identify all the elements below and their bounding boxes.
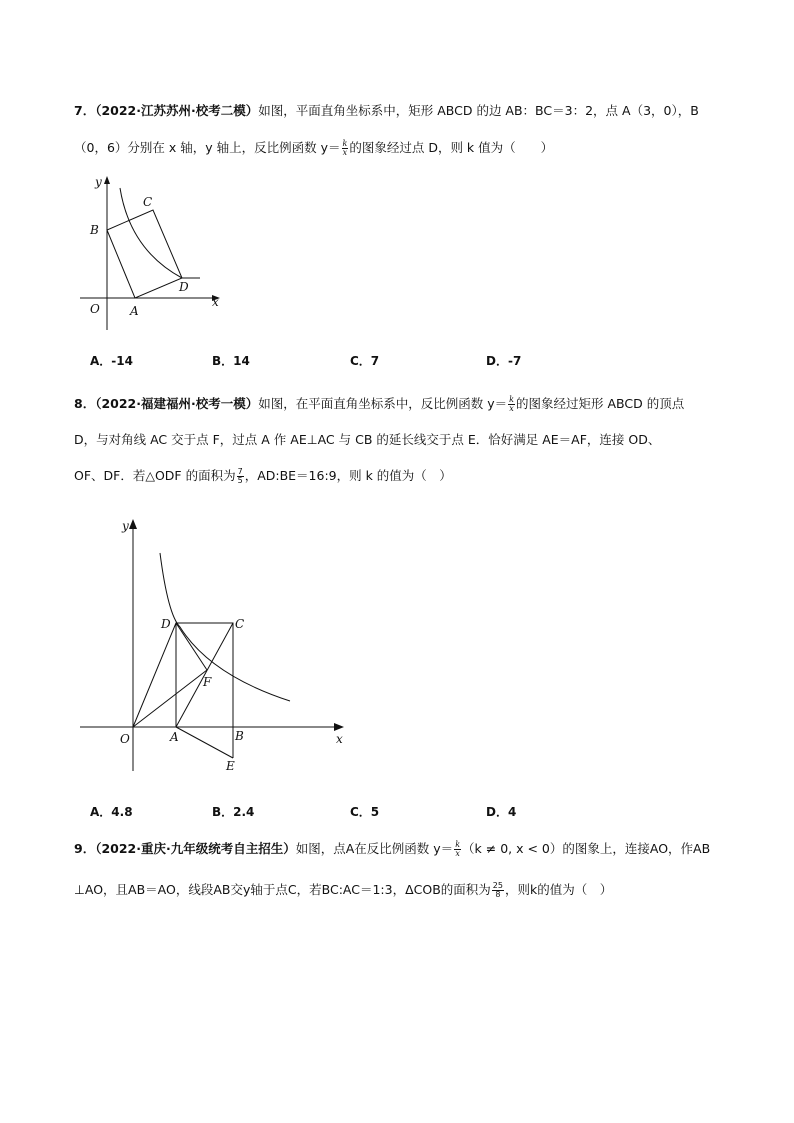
q8-source: （2022·福建福州·校考一模） (95, 396, 259, 411)
q7-label-y: y (95, 175, 102, 189)
q7-text-2b: 的图象经过点 D，则 k 值为（ ） (349, 140, 554, 155)
q7-text-2a: （0，6）分别在 x 轴，y 轴上，反比例函数 y＝ (74, 140, 341, 155)
q8-text-1b: 的图象经过矩形 ABCD 的顶点 (515, 396, 685, 411)
q8-fraction-1 (508, 396, 515, 413)
q8-segment-of (133, 670, 207, 727)
q8-segment-df (176, 623, 207, 670)
q7-choice-a[interactable]: A．-14 (90, 354, 133, 368)
q9-line2 (74, 881, 612, 899)
q7-line1 (74, 102, 699, 120)
q8-number: 8． (74, 396, 96, 411)
q8-frac2-den: 5 (237, 476, 243, 485)
q8-frac2-num: 7 (237, 467, 243, 476)
q8-x-arrow (334, 723, 344, 731)
q7-text-1: 如图，平面直角坐标系中，矩形 ABCD 的边 AB：BC＝3：2，点 A（3，0），B (258, 103, 699, 118)
q8-frac1-den: x (509, 404, 514, 413)
q7-choice-d[interactable]: D．-7 (486, 354, 522, 368)
q8-text-2: D，与对角线 AC 交于点 F，过点 A 作 AE⊥AC 与 CB 的延长线交于点 E．恰好满足 AE＝AF，连接 OD、 (74, 432, 661, 447)
q7-label-x: x (212, 295, 219, 309)
q8-choice-a[interactable]: A．4.8 (90, 805, 133, 819)
q8-label-a: A (170, 730, 179, 744)
q7-frac-den: x (342, 148, 348, 157)
q8-label-o: O (120, 732, 130, 746)
q9-frac1-num: k (455, 840, 461, 849)
q8-figure (80, 515, 350, 775)
q8-text-3b: ，AD:BE＝16:9，则 k 的值为（ ） (244, 468, 452, 483)
q8-line3 (74, 467, 452, 485)
q7-label-b: B (90, 223, 99, 237)
q8-label-c: C (235, 617, 245, 631)
q7-source: （2022·江苏苏州·校考二模） (95, 103, 259, 118)
q8-frac1-num: k (509, 395, 514, 404)
q8-label-b: B (235, 729, 244, 743)
q7-label-d: D (179, 280, 189, 294)
q8-choice-b[interactable]: B．2.4 (212, 805, 255, 819)
q7-frac-num: k (342, 139, 348, 148)
q9-fraction-1 (454, 841, 461, 858)
q8-y-arrow (129, 519, 137, 529)
q8-label-d: D (161, 617, 171, 631)
q7-choice-b[interactable]: B．14 (212, 354, 250, 368)
q9-text-1a: 如图，点A在反比例函数 y＝ (295, 841, 454, 856)
q8-hyperbola (160, 553, 290, 701)
q7-figure (80, 170, 230, 335)
q7-label-c: C (143, 195, 153, 209)
q8-label-f: F (203, 675, 212, 689)
q8-line2 (74, 431, 660, 449)
q8-label-x: x (336, 732, 343, 746)
q8-text-3a: OF、DF．若△ODF 的面积为 (74, 468, 236, 483)
q7-choice-c[interactable]: C．7 (350, 354, 380, 368)
q8-line1 (74, 395, 684, 413)
q7-label-o: O (90, 302, 100, 316)
q8-choice-c[interactable]: C．5 (350, 805, 380, 819)
q8-label-y: y (122, 519, 129, 533)
q9-source: （2022·重庆·九年级统考自主招生） (95, 841, 296, 856)
q8-choice-d[interactable]: D．4 (486, 805, 517, 819)
q7-line2 (74, 139, 553, 157)
q8-segment-ae (176, 727, 233, 758)
q9-frac2-den: 8 (495, 890, 501, 899)
q9-line1 (74, 840, 710, 858)
q8-segment-od (133, 623, 176, 727)
q9-number: 9． (74, 841, 96, 856)
q8-label-e: E (226, 759, 235, 773)
q7-label-a: A (130, 304, 139, 318)
q9-fraction-2 (492, 882, 504, 899)
q9-text-2a: ⊥AO，且AB＝AO，线段AB交y轴于点C，若BC:AC＝1:3，ΔCOB的面积为 (74, 882, 491, 897)
q9-text-1b: （k ≠ 0, x < 0）的图象上，连接AO，作AB (462, 841, 711, 856)
q7-number: 7． (74, 103, 96, 118)
q9-text-2b: ，则k的值为（ ） (504, 882, 613, 897)
q9-frac1-den: x (455, 849, 460, 858)
q7-fraction (342, 140, 349, 157)
q7-figure-bg (80, 170, 230, 335)
q9-frac2-num: 25 (492, 881, 503, 890)
q8-text-1a: 如图，在平面直角坐标系中，反比例函数 y＝ (258, 396, 508, 411)
q8-fraction-2 (237, 468, 244, 485)
